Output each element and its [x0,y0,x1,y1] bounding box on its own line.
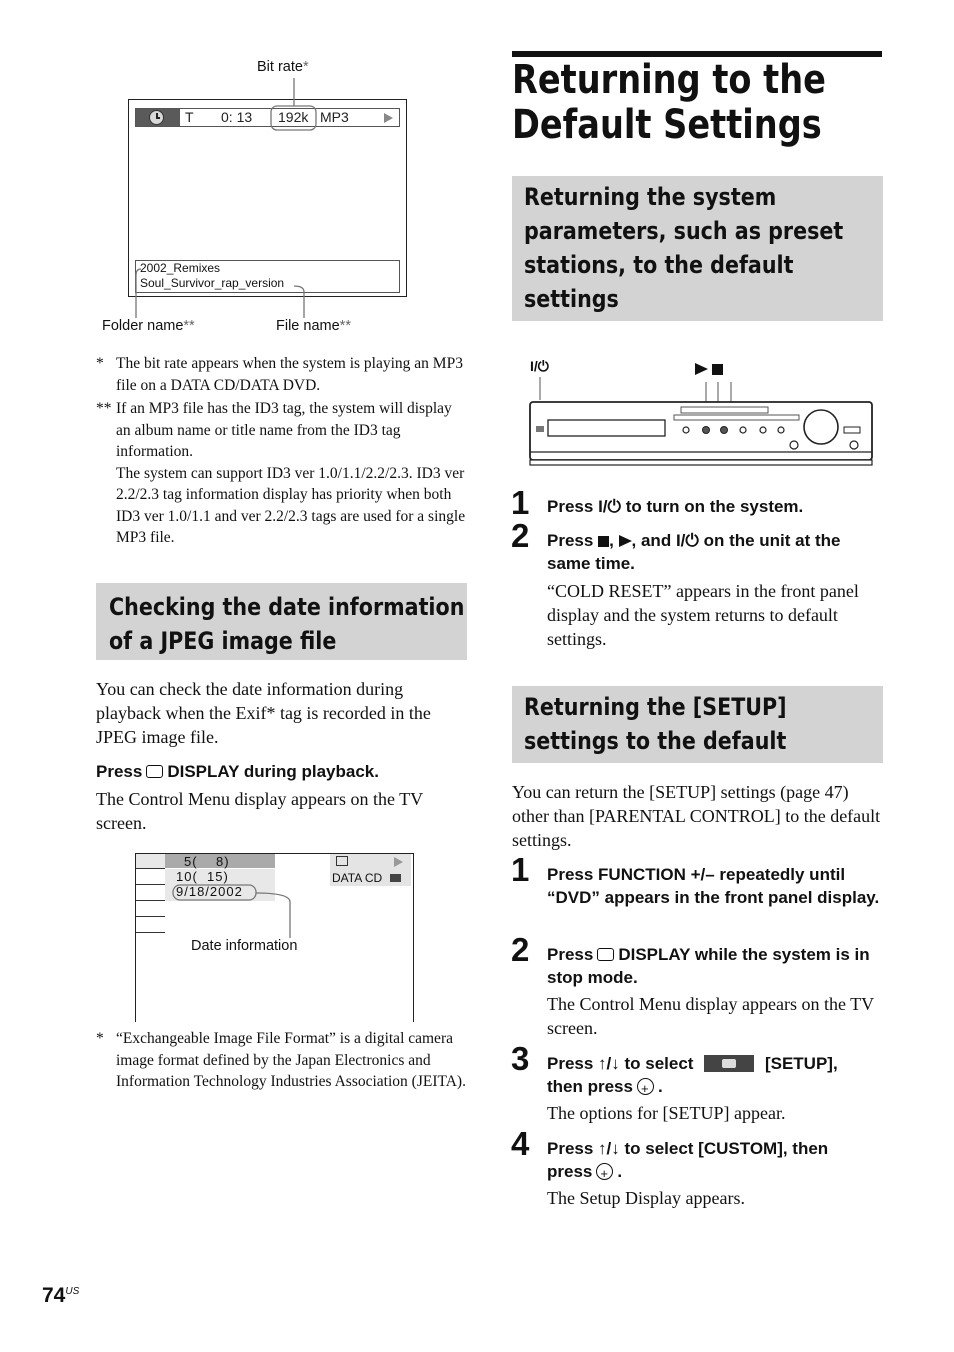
jpeg-intro: You can check the date information during playback when the Exif* tag is recorded in the JPEG image file. [96,679,431,747]
setup-step-2-result: The Control Menu display appears on the TV screen. [547,994,874,1038]
toolbox-icon [704,1055,754,1072]
jpeg-result: The Control Menu display appears on the TV screen. [96,789,423,833]
play-icon [619,535,632,547]
power-symbol-label: I/⏻ [530,358,549,374]
setup-intro: You can return the [SETUP] settings (page 47) other than [PARENTAL CONTROL] to the default settings. [512,782,881,850]
stop-icon [598,536,609,547]
folder-value: 2002_Remixes [140,261,221,275]
system-section-heading: Returning the system parameters, such as preset stations, to the default settings [512,176,883,321]
format-value: MP3 [320,109,349,125]
setup-step-4-number: 4 [511,1125,530,1162]
system-step-1-number: 1 [511,484,530,521]
system-step-2: Press , , and I/⏻ on the unit at the same time. [547,531,841,573]
folder-name-label: Folder name** [102,318,195,334]
setup-step-3: Press ↑/↓ to select [SETUP], then press+ . [547,1052,887,1098]
file-name-label: File name** [276,318,351,334]
setup-step-1-number: 1 [511,851,530,888]
elapsed-time: 0: 13 [221,109,253,125]
enter-icon [637,1078,654,1095]
enter-icon [596,1163,613,1180]
footnote-2: If an MP3 file has the ID3 tag, the system will display an album name or title name from the ID3 tag information. The system can support ID3 ver 1.0/1.1/2.2/2.3. ID3 ver 2.2/2.3 tag information display has priority when both ID3 ver 1.0/1.1 and ver 2.2/2.3 tags are used for a single MP3 file. [116,400,466,546]
jpeg-step: Press DISPLAY during playback. [96,762,379,781]
footnote-1: The bit rate appears when the system is playing an MP3 file on a DATA CD/DATA DVD. [116,355,463,394]
jpeg-section-heading: Checking the date information of a JPEG image file [96,583,467,660]
system-step-1: Press I/⏻ to turn on the system. [547,497,804,516]
track-indicator: T [185,109,194,125]
jpeg-footnote-mark: * [96,1030,104,1047]
footnote-mark-1: * [96,355,104,372]
media-type: DATA CD [332,871,383,885]
setup-step-2: Press DISPLAY while the system is in stop mode. [547,945,870,987]
system-step-2-result: “COLD RESET” appears in the front panel display and the system returns to default settings. [547,581,859,649]
title-count: 5( 8) [184,854,230,869]
jpeg-footnote: “Exchangeable Image File Format” is a digital camera image format defined by the Japan Electronics and Information Technology Industries Association (JEITA). [116,1030,466,1090]
power-icon: I/⏻ [675,531,699,550]
display-icon [146,765,163,778]
bitrate-label: Bit rate* [257,59,309,75]
setup-step-3-number: 3 [511,1040,530,1077]
setup-section-heading: Returning the [SETUP] settings to the default [512,686,883,763]
date-value: 9/18/2002 [176,884,243,899]
track-count: 10( 15) [176,869,229,884]
power-icon: I/⏻ [598,497,621,516]
footnote-mark-2: ** [96,400,112,417]
system-step-2-number: 2 [511,517,530,554]
setup-step-2-number: 2 [511,931,530,968]
setup-step-4: Press ↑/↓ to select [CUSTOM], then press+ . [547,1137,887,1183]
page-title: Returning to the Default Settings [512,57,826,148]
file-value: Soul_Survivor_rap_version [140,276,285,290]
setup-step-4-result: The Setup Display appears. [547,1188,745,1208]
setup-step-3-result: The options for [SETUP] appear. [547,1103,786,1123]
page-number: $74^{US}$ [42,1284,80,1307]
bitrate-value: 192k [278,109,309,125]
setup-step-1: Press FUNCTION +/– repeatedly until “DVD” appears in the front panel display. [547,865,880,907]
date-info-label: Date information [191,938,298,954]
display-icon [597,948,614,961]
receiver-illustration [526,372,876,470]
